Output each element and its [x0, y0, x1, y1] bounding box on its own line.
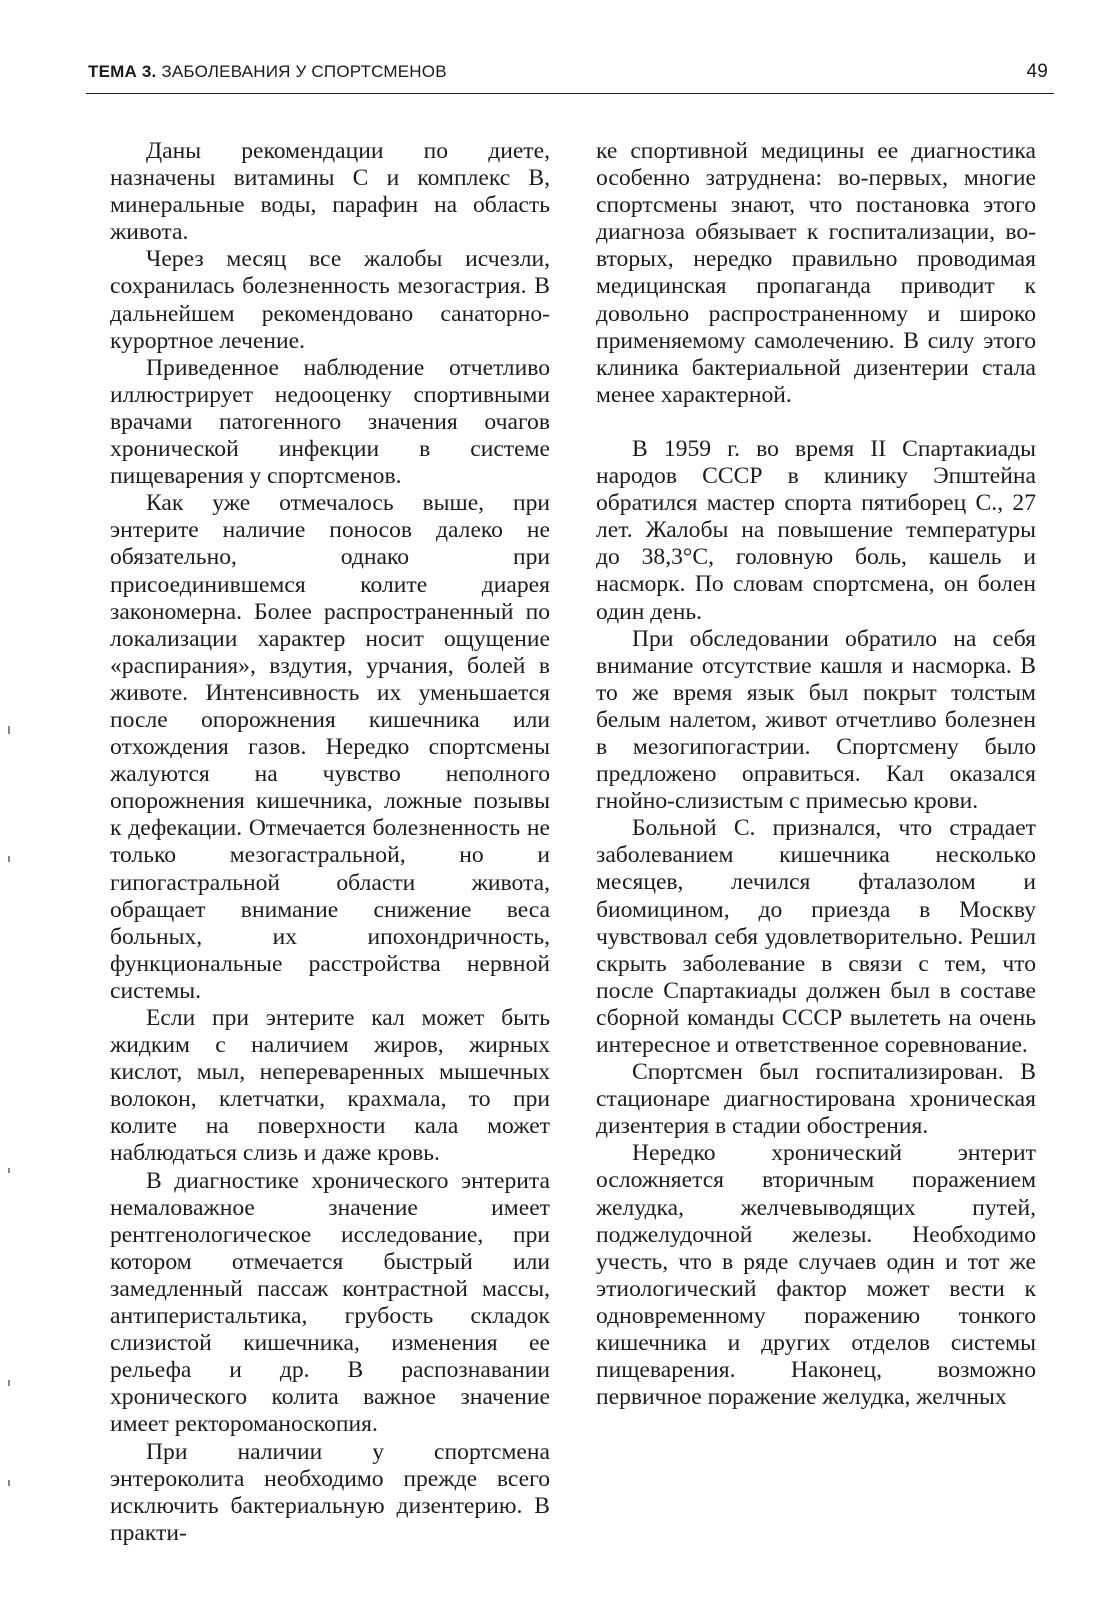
paragraph: Нередко хронический энтерит осложняется вторичным поражением желудка, желчевыводящих путей, поджелудочной железы. Необходимо учесть, что в ряде случаев один и тот же этиологический фактор может вести к одновременному поражению тонкого кишечника и других отделов системы пищеварения. Наконец, возможно первичное поражение желудка, желчных [596, 1140, 1036, 1411]
scan-mark [8, 856, 10, 862]
paragraph: Как уже отмечалось выше, при энтерите наличие поносов далеко не обязательно, однако при присоединившемся колите диарея закономерна. Более распространенный по локализации характер носит ощущение «распирания», вздутия, урчания, болей в животе. Интенсивность их уменьшается после опорожнения кишечника или отхождения газов. Нередко спортсмены жалуются на чувство неполного опорожнения кишечника, ложные позывы к дефекации. Отмечается болезненность не только мезогастральной, но и гипогастральной области живота, обращает внимание снижение веса больных, их ипохондричность, функциональные расстройства нервной системы. [110, 490, 550, 1004]
scan-mark [8, 1480, 10, 1486]
scan-mark [8, 726, 10, 734]
paragraph: В диагностике хронического энтерита немаловажное значение имеет рентгенологическое исследование, при котором отмечается быстрый или замедленный пассаж контрастной массы, антиперистальтика, грубость складок слизистой кишечника, изменения ее рельефа и др. В распознавании хронического колита важное значение имеет ректороманоскопия. [110, 1167, 550, 1438]
left-column [110, 138, 550, 1547]
paragraph: В 1959 г. во время II Спартакиады народов СССР в клинику Эпштейна обратился мастер спорта пятиборец С., 27 лет. Жалобы на повышение температуры до 38,3°С, головную боль, кашель и насморк. По словам спортсмена, он болен один день. [596, 435, 1036, 625]
paragraph: При обследовании обратило на себя внимание отсутствие кашля и насморка. В то же время язык был покрыт толстым белым налетом, живот отчетливо болезнен в мезогипогастрии. Спортсмену было предложено оправиться. Кал оказался гнойно-слизистым с примесью крови. [596, 625, 1036, 815]
paragraph-continued: ке спортивной медицины ее диагностика особенно затруднена: во-первых, многие спортсмены знают, что постановка этого диагноза обязывает к госпитализации, во-вторых, нередко правильно проводимая медицинская пропаганда приводит к довольно распространенному и широко применяемому самолечению. В силу этого клиника бактериальной дизентерии стала менее характерной. [596, 138, 1036, 408]
paragraph: Приведенное наблюдение отчетливо иллюстрирует недооценку спортивными врачами патогенного значения очагов хронической инфекции в системе пищеварения у спортсменов. [110, 354, 550, 490]
theme-label: ТЕМА 3. [88, 62, 157, 81]
header-rule [86, 93, 1054, 94]
paragraph: Через месяц все жалобы исчезли, сохранилась болезненность мезогастрия. В дальнейшем рекомендовано санаторно-курортное лечение. [110, 246, 550, 354]
paragraph: Если при энтерите кал может быть жидким с наличием жиров, жирных кислот, мыл, непереваренных мышечных волокон, клетчатки, крахмала, то при колите на поверхности кала может наблюдаться слизь и даже кровь. [110, 1005, 550, 1167]
paragraph: Больной С. признался, что страдает заболеванием кишечника несколько месяцев, лечился фталазолом и биомицином, до приезда в Москву чувствовал себя удовлетворительно. Решил скрыть заболевание в связи с тем, что после Спартакиады должен был в составе сборной команды СССР вылететь на очень интересное и ответственное соревнование. [596, 815, 1036, 1058]
scan-mark [8, 1168, 10, 1173]
running-head [88, 62, 1050, 90]
paragraph: Даны рекомендации по диете, назначены витамины С и комплекс В, минеральные воды, парафин на область живота. [110, 138, 550, 246]
paragraph: При наличии у спортсмена энтероколита необходимо прежде всего исключить бактериальную дизентерию. В практи- [110, 1438, 550, 1546]
page-number: 49 [1026, 61, 1048, 82]
paragraph: Спортсмен был госпитализирован. В стационаре диагностирована хроническая дизентерия в стадии обострения. [596, 1059, 1036, 1140]
right-column [596, 138, 1036, 1411]
section-title: ЗАБОЛЕВАНИЯ У СПОРТСМЕНОВ [161, 62, 447, 81]
scan-mark [8, 1380, 10, 1386]
